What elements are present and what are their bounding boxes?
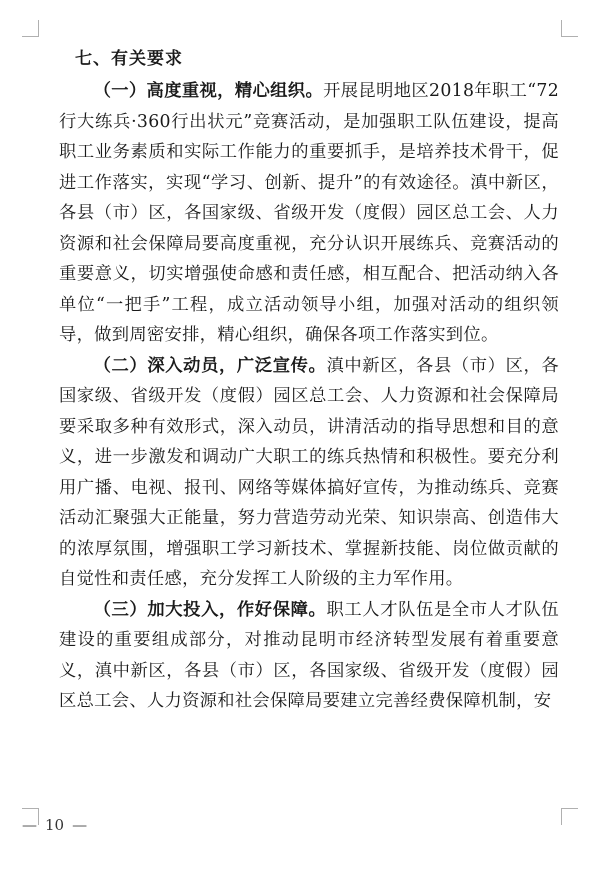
paragraph-3 — [59, 595, 559, 717]
page-number: 10 — [45, 816, 65, 834]
paragraph-1-lead: （一）高度重视，精心组织。 — [93, 81, 324, 101]
footer-right-dash: — — [72, 816, 88, 834]
page-footer — [22, 816, 182, 834]
paragraph-1-body: 开展昆明地区2018年职工“72行大练兵·360行出状元”竞赛活动，是加强职工队伍建设，提高职工业务素质和实际工作能力的重要抓手，是培养技术骨干，促进工作落实，实现“学习、创新、提升”的有效途径。滇中新区，各县（市）区，各国家级、省级开发（度假）园区总工会、人力资源和社会保障局要高度重视，充分认识开展练兵、竞赛活动的重要意义，切实增强使命感和责任感，相互配合、把活动纳入各单位“一把手”工程，成立活动领导小组，加强对活动的组织领导，做到周密安排，精心组织，确保各项工作落实到位。 — [59, 81, 560, 345]
crop-mark-top-left — [22, 20, 39, 37]
paragraph-2 — [59, 351, 559, 595]
paragraph-1 — [59, 76, 559, 351]
footer-left-dash: — — [22, 816, 37, 834]
crop-mark-bottom-right — [561, 808, 578, 825]
crop-mark-top-right — [561, 20, 578, 37]
section-title: 七、有关要求 — [75, 49, 183, 69]
paragraph-3-lead: （三）加大投入，作好保障。 — [93, 599, 327, 620]
paragraph-3-body: 职工人才队伍是全市人才队伍建设的重要组成部分，对推动昆明市经济转型发展有着重要意义，滇中新区，各县（市）区，各国家级、省级开发（度假）园区总工会、人力资源和社会保障局要建立完善经费保障机制，安 — [59, 599, 560, 711]
document-body — [59, 44, 559, 717]
paragraph-2-body: 滇中新区，各县（市）区，各国家级、省级开发（度假）园区总工会、人力资源和社会保障局要采取多种有效形式，深入动员，讲清活动的指导思想和目的意义，进一步激发和调动广大职工的练兵热情和积极性。要充分利用广播、电视、报刊、网络等媒体搞好宣传，为推动练兵、竞赛活动汇聚强大正能量，努力营造劳动光荣、知识崇高、创造伟大的浓厚氛围，增强职工学习新技术、掌握新技能、岗位做贡献的自觉性和责任感，充分发挥工人阶级的主力军作用。 — [59, 355, 560, 589]
paragraph-2-lead: （二）深入动员，广泛宣传。 — [93, 355, 327, 376]
